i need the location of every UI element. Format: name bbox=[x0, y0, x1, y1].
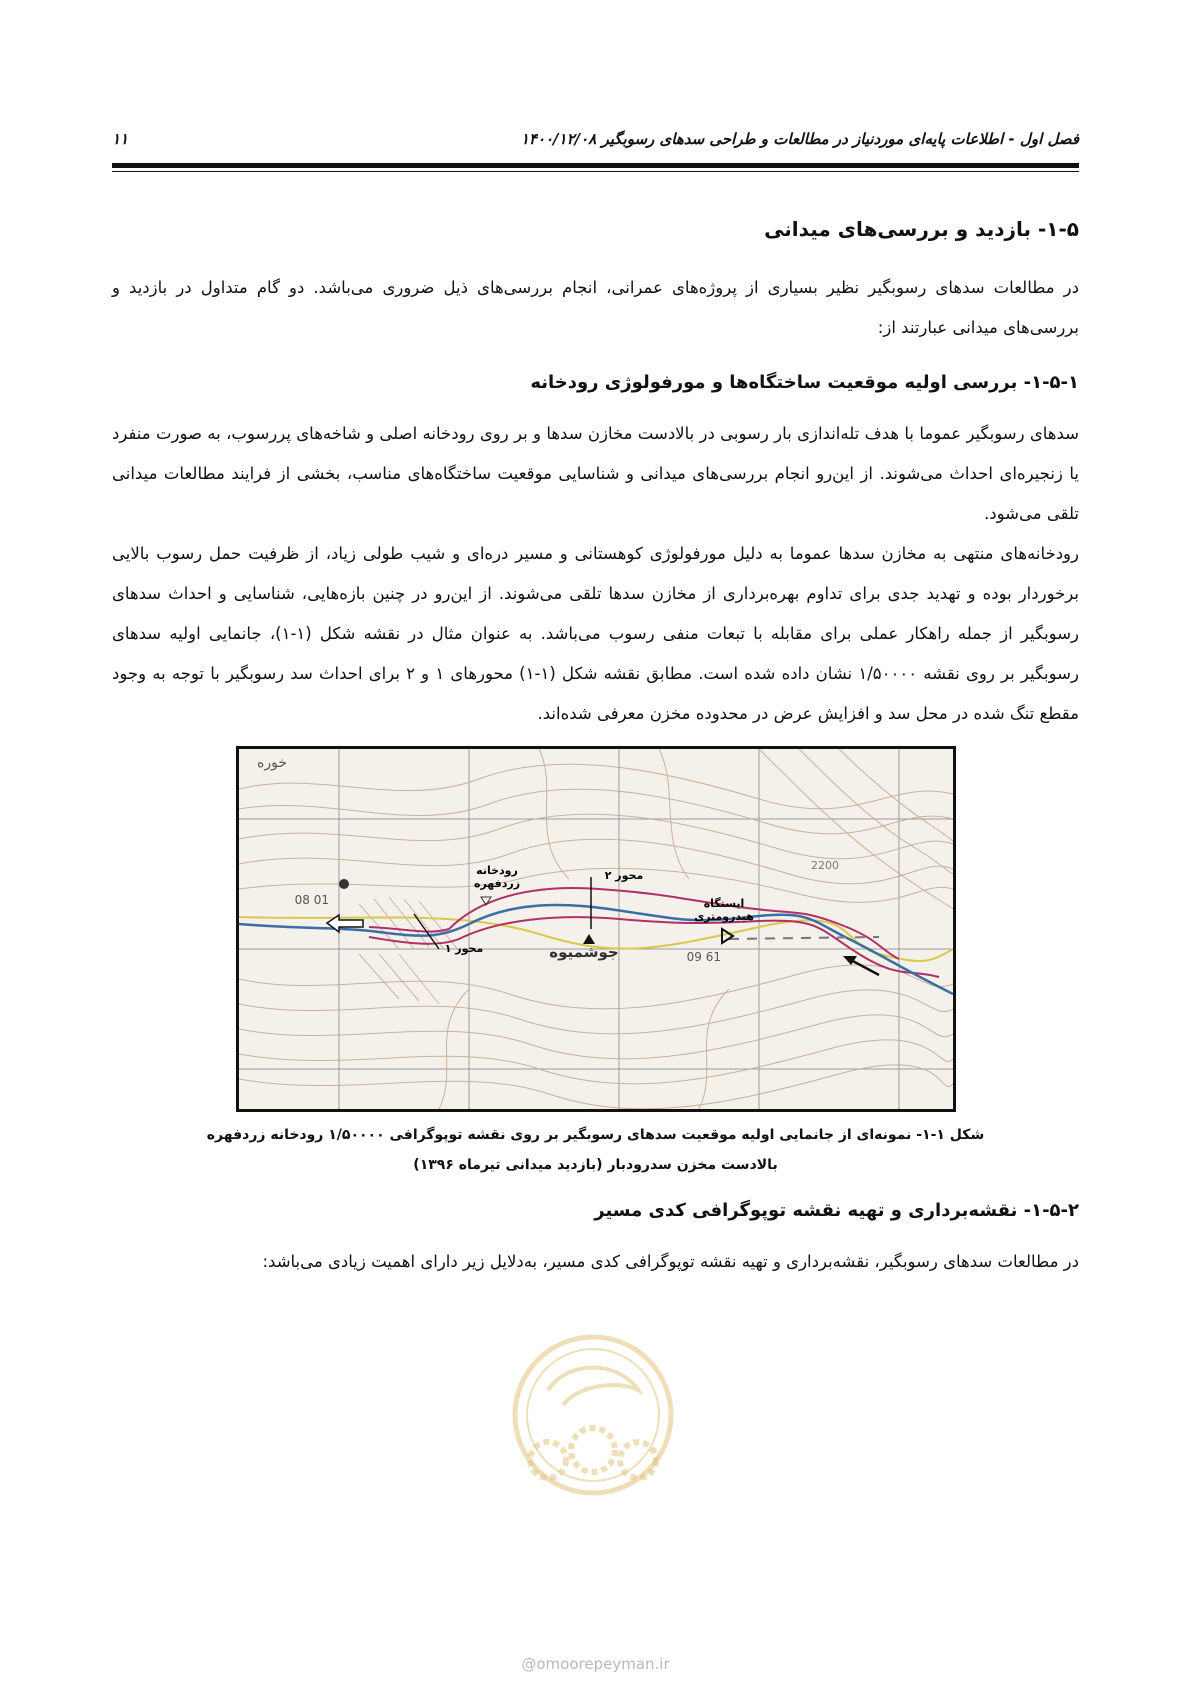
topographic-map bbox=[236, 746, 956, 1112]
river-label-1: رودخانه bbox=[475, 864, 518, 877]
subsection1-para1: سدهای رسوبگیر عموما با هدف تله‌اندازی بار رسوبی در بالادست مخازن سدها و بر روی رودخانه اصلی و شاخه‌های پررسوب، به صورت منفرد یا زنجیره‌ای احداث می‌شوند. از این‌رو انجام بررسی‌های میدانی و شناسایی موقعیت ساختگاه‌های مناسب، بخشی از فرایند مطالعات میدانی تلقی می‌شود. bbox=[112, 424, 1079, 523]
caption-line-2: بالادست مخزن سدرودبار (بازدید میدانی تیرماه ۱۳۹۶) bbox=[413, 1157, 778, 1173]
publisher-logo-watermark bbox=[508, 1330, 678, 1530]
axis2-label: محور ۲ bbox=[604, 869, 643, 882]
header-rule-thick bbox=[112, 163, 1079, 168]
website-watermark: @omoorepeyman.ir bbox=[521, 1655, 670, 1673]
section-intro: در مطالعات سدهای رسوبگیر نظیر بسیاری از پروژه‌های عمرانی، انجام بررسی‌های ذیل ضروری می‌باشد. دو گام متداول در بازدید و بررسی‌های میدانی عبارتند از: bbox=[112, 278, 1079, 337]
subsection2-para: در مطالعات سدهای رسوبگیر، نقشه‌برداری و تهیه نقشه توپوگرافی کدی مسیر، به‌دلایل زیر دارای اهمیت زیادی می‌باشد: bbox=[262, 1252, 1079, 1271]
survey-point-icon bbox=[339, 879, 349, 889]
map-drawing bbox=[239, 749, 953, 1109]
header-rule-thin bbox=[112, 171, 1079, 172]
village-label: جوشمیوه bbox=[548, 943, 619, 961]
elevation-label: 2200 bbox=[810, 859, 839, 872]
figure-caption bbox=[112, 1120, 1079, 1180]
river-label-2: زردفهره bbox=[473, 877, 520, 890]
subsection1-para2: رودخانه‌های منتهی به مخازن سدها عموما به دلیل مورفولوژی کوهستانی و مسیر دره‌ای و شیب طولی زیاد، از ظرفیت حمل رسوب بالایی برخوردار بوده و تهدید جدی برای تداوم بهره‌برداری از مخازن سدها تلقی می‌شوند. از این‌رو در چنین بازه‌هایی، شناسایی و احداث سدهای رسوبگیر از جمله راهکار عملی برای مقابله با تبعات منفی رسوب می‌باشد. به عنوان مثال در نقشه شکل (۱-۱)، جانمایی اولیه سدهای رسوبگیر بر روی نقشه ۱/۵۰۰۰۰ نشان داده شده است. مطابق نقشه شکل (۱-۱) محورهای ۱ و ۲ برای احداث سد رسوبگیر با توجه به وجود مقطع تنگ شده در محل سد و افزایش عرض در محدوده مخزن معرفی شده‌اند. bbox=[112, 544, 1079, 723]
grid-label-left: 01 08 bbox=[294, 893, 329, 907]
page-number: ۱۱ bbox=[112, 130, 129, 148]
section-heading: ۱-۵- بازدید و بررسی‌های میدانی bbox=[764, 217, 1079, 241]
page-header bbox=[112, 130, 1079, 154]
header-title: فصل اول - اطلاعات پایه‌ای موردنیاز در مطالعات و طراحی سدهای رسوبگیر ۱۴۰۰/۱۲/۰۸ bbox=[520, 130, 1079, 148]
corner-label: خوره bbox=[256, 755, 287, 771]
subsection2-heading: ۱-۵-۲- نقشه‌برداری و تهیه نقشه توپوگرافی کدی مسیر bbox=[594, 1200, 1079, 1221]
page-content bbox=[112, 214, 1079, 1282]
figure bbox=[236, 746, 956, 1112]
caption-line-1: شکل ۱-۱- نمونه‌ای از جانمایی اولیه موقعیت سدهای رسوبگیر بر روی نقشه توپوگرافی ۱/۵۰۰۰۰ رودخانه زردفهره bbox=[206, 1127, 985, 1143]
axis1-label: محور ۱ bbox=[444, 942, 483, 955]
station-triangle-icon bbox=[722, 929, 733, 943]
subsection1-heading: ۱-۵-۱- بررسی اولیه موقعیت ساختگاه‌ها و مورفولوژی رودخانه bbox=[530, 372, 1079, 393]
map-dashed-road bbox=[729, 937, 879, 939]
grid-label-right: 61 09 bbox=[686, 950, 721, 964]
station-label-1: ایستگاه bbox=[703, 897, 744, 910]
station-label-2: هیدرومتری bbox=[693, 910, 754, 923]
